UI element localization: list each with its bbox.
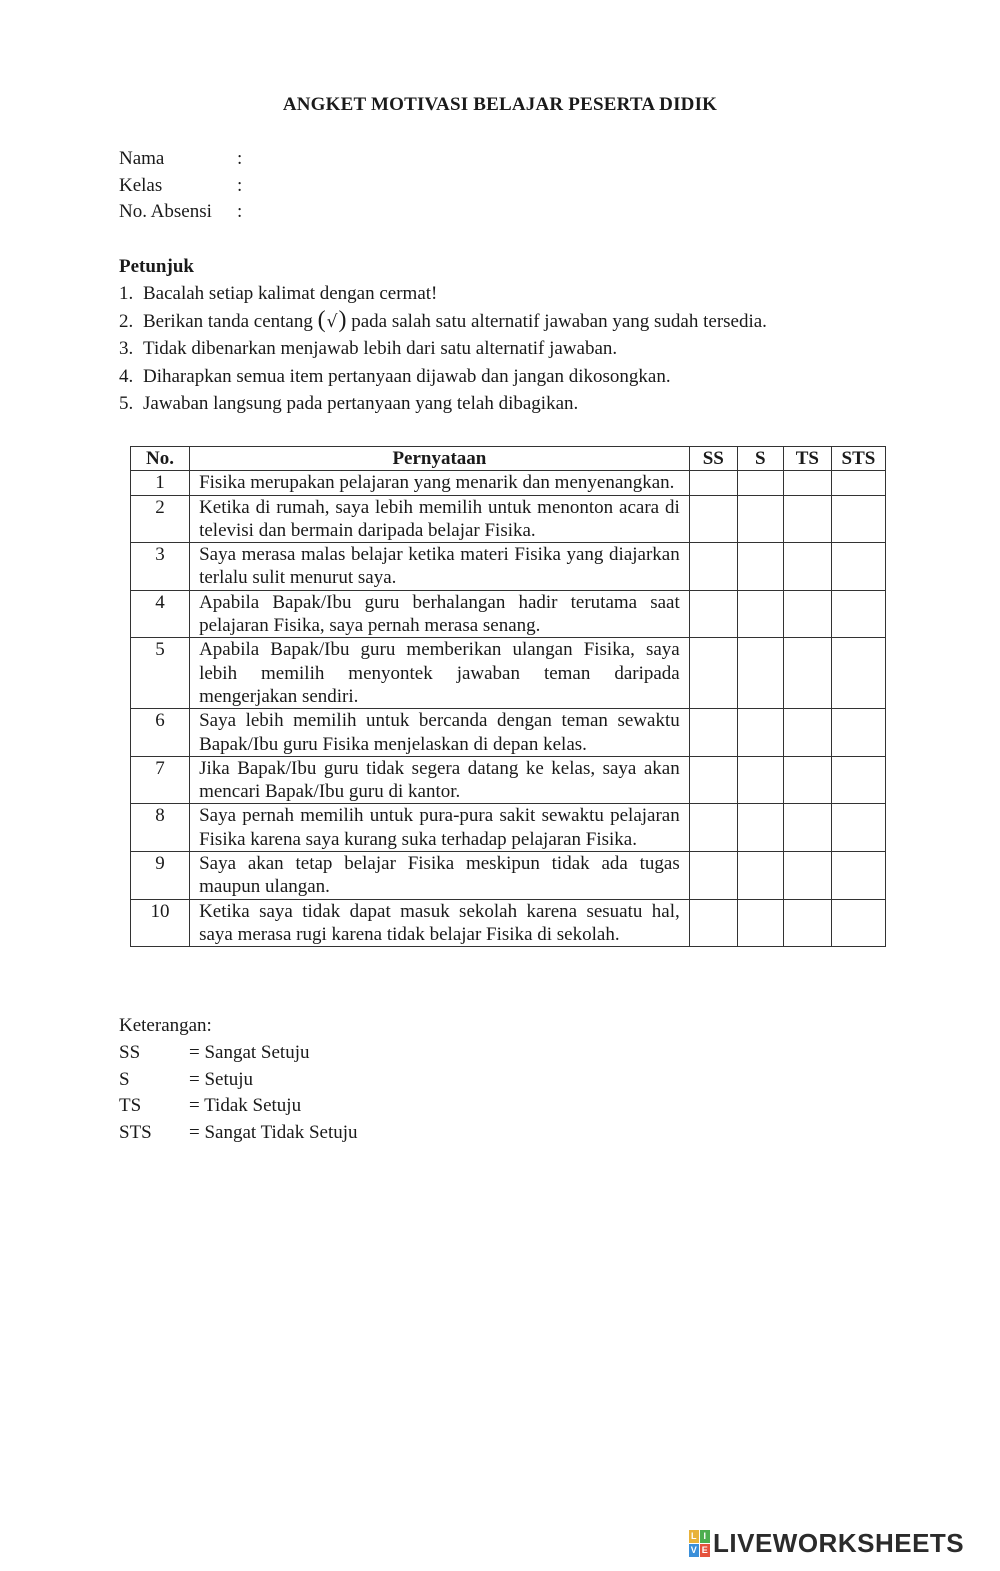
answer-cell-ss[interactable] bbox=[689, 709, 737, 757]
legend-row bbox=[119, 1040, 358, 1067]
row-number: 10 bbox=[131, 899, 190, 947]
legend-code: SS bbox=[119, 1042, 141, 1063]
legend-code: S bbox=[119, 1068, 130, 1090]
legend bbox=[119, 1013, 358, 1147]
identity-label: Nama bbox=[119, 148, 165, 169]
answer-cell-sts[interactable] bbox=[831, 804, 885, 852]
answer-cell-ss[interactable] bbox=[689, 638, 737, 709]
statement-text: Apabila Bapak/Ibu guru memberikan ulangan Fisika, saya lebih memilih menyontek jawaban teman daripada mengerjakan sendiri. bbox=[190, 638, 690, 709]
table-row bbox=[131, 804, 886, 852]
table-row bbox=[131, 899, 886, 947]
answer-cell-sts[interactable] bbox=[831, 543, 885, 591]
instruction-number: 5. bbox=[119, 393, 134, 414]
liveworksheets-watermark bbox=[689, 1528, 964, 1559]
legend-code: STS bbox=[119, 1122, 152, 1144]
legend-row bbox=[119, 1093, 358, 1120]
answer-cell-ts[interactable] bbox=[783, 590, 831, 638]
answer-cell-ts[interactable] bbox=[783, 471, 831, 495]
answer-cell-s[interactable] bbox=[737, 543, 783, 591]
answer-cell-ts[interactable] bbox=[783, 709, 831, 757]
header-sts: STS bbox=[831, 447, 885, 471]
legend-row bbox=[119, 1067, 358, 1094]
instruction-item bbox=[119, 392, 767, 420]
table-row bbox=[131, 471, 886, 495]
answer-cell-ts[interactable] bbox=[783, 852, 831, 900]
instruction-text-before: Berikan tanda centang bbox=[143, 310, 318, 332]
instruction-number: 1. bbox=[119, 283, 134, 304]
table-row bbox=[131, 495, 886, 543]
statement-text: Saya akan tetap belajar Fisika meskipun tidak ada tugas maupun ulangan. bbox=[190, 852, 690, 900]
liveworksheets-logo-icon bbox=[689, 1530, 710, 1557]
instruction-text: Jawaban langsung pada pertanyaan yang telah dibagikan. bbox=[143, 393, 579, 414]
watermark-text: LIVEWORKSHEETS bbox=[713, 1528, 965, 1558]
row-number: 6 bbox=[131, 709, 190, 757]
logo-tile: L bbox=[691, 1531, 697, 1541]
answer-cell-ss[interactable] bbox=[689, 471, 737, 495]
statement-text: Saya lebih memilih untuk bercanda dengan teman sewaktu Bapak/Ibu guru Fisika menjelaskan di depan kelas. bbox=[190, 709, 690, 757]
answer-cell-s[interactable] bbox=[737, 756, 783, 804]
row-number: 2 bbox=[131, 495, 190, 543]
statement-text: Ketika saya tidak dapat masuk sekolah karena sesuatu hal, saya merasa rugi karena tidak belajar Fisika di sekolah. bbox=[190, 899, 690, 947]
identity-separator: : bbox=[237, 148, 243, 169]
statement-text: Apabila Bapak/Ibu guru berhalangan hadir terutama saat pelajaran Fisika, saya pernah merasa senang. bbox=[190, 590, 690, 638]
answer-cell-sts[interactable] bbox=[831, 590, 885, 638]
instruction-item bbox=[119, 337, 767, 365]
table-row bbox=[131, 756, 886, 804]
logo-tile: V bbox=[690, 1545, 698, 1555]
instruction-text: Bacalah setiap kalimat dengan cermat! bbox=[143, 283, 438, 304]
header-no: No. bbox=[131, 447, 190, 471]
header-s: S bbox=[737, 447, 783, 471]
logo-tile: I bbox=[700, 1530, 710, 1543]
instructions-heading: Petunjuk bbox=[119, 256, 194, 277]
answer-cell-sts[interactable] bbox=[831, 899, 885, 947]
table-body bbox=[131, 471, 886, 947]
legend-meaning: = Sangat Tidak Setuju bbox=[189, 1122, 358, 1144]
identity-separator: : bbox=[237, 201, 243, 222]
answer-cell-sts[interactable] bbox=[831, 709, 885, 757]
table-row bbox=[131, 709, 886, 757]
identity-label: Kelas bbox=[119, 174, 163, 196]
identity-separator: : bbox=[237, 174, 243, 196]
instruction-number: 4. bbox=[119, 365, 134, 387]
answer-cell-ts[interactable] bbox=[783, 756, 831, 804]
instruction-text-after: pada salah satu alternatif jawaban yang sudah tersedia. bbox=[346, 310, 767, 332]
row-number: 7 bbox=[131, 756, 190, 804]
answer-cell-sts[interactable] bbox=[831, 638, 885, 709]
answer-cell-ss[interactable] bbox=[689, 756, 737, 804]
answer-cell-sts[interactable] bbox=[831, 852, 885, 900]
header-ss: SS bbox=[689, 447, 737, 471]
table-header-row bbox=[131, 447, 886, 471]
paren-close: ) bbox=[338, 306, 347, 333]
answer-cell-s[interactable] bbox=[737, 709, 783, 757]
legend-row bbox=[119, 1120, 358, 1147]
answer-cell-s[interactable] bbox=[737, 852, 783, 900]
answer-cell-ts[interactable] bbox=[783, 899, 831, 947]
answer-cell-ss[interactable] bbox=[689, 899, 737, 947]
answer-cell-s[interactable] bbox=[737, 804, 783, 852]
answer-cell-sts[interactable] bbox=[831, 756, 885, 804]
instruction-text bbox=[143, 306, 767, 338]
answer-cell-ss[interactable] bbox=[689, 590, 737, 638]
identity-row-kelas bbox=[119, 175, 242, 202]
instruction-item bbox=[119, 306, 767, 338]
statement-text: Fisika merupakan pelajaran yang menarik dan menyenangkan. bbox=[190, 471, 690, 495]
statement-text: Ketika di rumah, saya lebih memilih untuk menonton acara di televisi dan bermain daripada belajar Fisika. bbox=[190, 495, 690, 543]
instruction-number: 3. bbox=[119, 338, 134, 359]
answer-cell-ts[interactable] bbox=[783, 804, 831, 852]
instructions bbox=[119, 255, 767, 420]
row-number: 4 bbox=[131, 590, 190, 638]
answer-cell-sts[interactable] bbox=[831, 495, 885, 543]
check-mark-icon: √ bbox=[326, 311, 338, 332]
instruction-text: Diharapkan semua item pertanyaan dijawab dan jangan dikosongkan. bbox=[143, 365, 671, 387]
paren-open: ( bbox=[317, 306, 326, 333]
table-row bbox=[131, 852, 886, 900]
row-number: 1 bbox=[131, 471, 190, 495]
header-statement: Pernyataan bbox=[190, 447, 690, 471]
table-row bbox=[131, 543, 886, 591]
identity-fields bbox=[119, 148, 242, 228]
answer-cell-ss[interactable] bbox=[689, 543, 737, 591]
legend-code: TS bbox=[119, 1095, 142, 1117]
legend-meaning: = Sangat Setuju bbox=[189, 1042, 310, 1063]
header-ts: TS bbox=[783, 447, 831, 471]
answer-cell-sts[interactable] bbox=[831, 471, 885, 495]
answer-cell-s[interactable] bbox=[737, 899, 783, 947]
legend-heading: Keterangan: bbox=[119, 1015, 212, 1036]
table-row bbox=[131, 590, 886, 638]
instruction-text: Tidak dibenarkan menjawab lebih dari satu alternatif jawaban. bbox=[143, 338, 618, 359]
legend-meaning: = Setuju bbox=[189, 1068, 254, 1090]
answer-cell-ts[interactable] bbox=[783, 495, 831, 543]
answer-cell-s[interactable] bbox=[737, 590, 783, 638]
answer-cell-ts[interactable] bbox=[783, 543, 831, 591]
questionnaire-table bbox=[130, 446, 886, 947]
row-number: 9 bbox=[131, 852, 190, 900]
page-title: ANGKET MOTIVASI BELAJAR PESERTA DIDIK bbox=[282, 94, 718, 115]
legend-meaning: = Tidak Setuju bbox=[189, 1095, 302, 1117]
table-row bbox=[131, 638, 886, 709]
answer-cell-s[interactable] bbox=[737, 638, 783, 709]
identity-row-absensi bbox=[119, 201, 242, 228]
instruction-number: 2. bbox=[119, 310, 134, 332]
row-number: 8 bbox=[131, 804, 190, 852]
answer-cell-ts[interactable] bbox=[783, 638, 831, 709]
answer-cell-ss[interactable] bbox=[689, 804, 737, 852]
answer-cell-ss[interactable] bbox=[689, 495, 737, 543]
row-number: 5 bbox=[131, 638, 190, 709]
instruction-item bbox=[119, 282, 767, 310]
row-number: 3 bbox=[131, 543, 190, 591]
identity-row-nama bbox=[119, 148, 242, 175]
answer-cell-s[interactable] bbox=[737, 471, 783, 495]
statement-text: Jika Bapak/Ibu guru tidak segera datang ke kelas, saya akan mencari Bapak/Ibu guru di kantor. bbox=[190, 756, 690, 804]
statement-text: Saya merasa malas belajar ketika materi Fisika yang diajarkan terlalu sulit menurut saya. bbox=[190, 543, 690, 591]
identity-label: No. Absensi bbox=[119, 201, 212, 222]
answer-cell-s[interactable] bbox=[737, 495, 783, 543]
answer-cell-ss[interactable] bbox=[689, 852, 737, 900]
instruction-item bbox=[119, 365, 767, 393]
statement-text: Saya pernah memilih untuk pura-pura sakit sewaktu pelajaran Fisika karena saya kurang suka terhadap pelajaran Fisika. bbox=[190, 804, 690, 852]
logo-tile: E bbox=[701, 1545, 709, 1555]
